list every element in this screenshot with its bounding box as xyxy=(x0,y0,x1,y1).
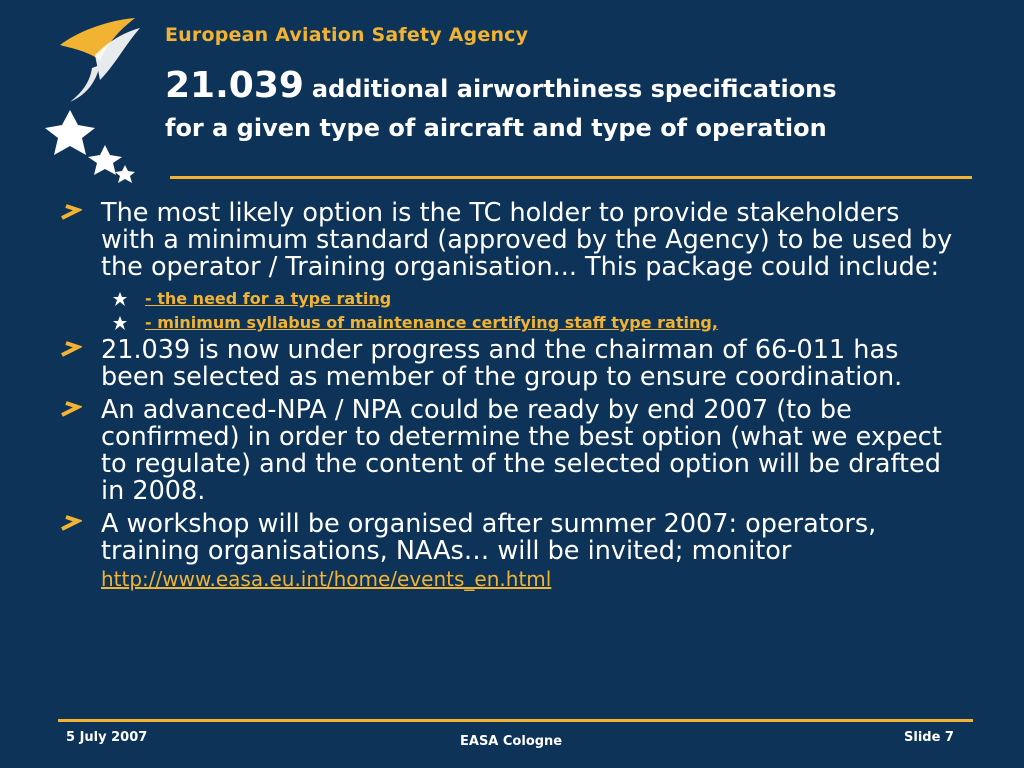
organization-name: European Aviation Safety Agency xyxy=(165,24,529,46)
bullet-text: 21.039 is now under progress and the chairman of 66-011 has been selected as member of the group to ensure coordination. xyxy=(101,335,903,392)
title-subtext: for a given type of aircraft and type of operation xyxy=(165,114,827,142)
footer-date: 5 July 2007 xyxy=(66,730,148,745)
chevron-bullet-icon xyxy=(60,341,82,357)
footer-location: EASA Cologne xyxy=(460,734,563,749)
events-link[interactable]: http://www.easa.eu.int/home/events_en.html xyxy=(101,567,552,591)
bullet-item xyxy=(60,511,960,593)
bullet-text: The most likely option is the TC holder to provide stakeholders with a minimum standard (approved by the Agency) to be used by the operator / Training organisation... This package could include: xyxy=(101,198,953,282)
title-number: 21.039 xyxy=(165,65,304,106)
bullet-item xyxy=(60,337,960,391)
bullet-item xyxy=(60,200,960,281)
chevron-bullet-icon xyxy=(60,204,82,220)
title-text: additional airworthiness specifications xyxy=(311,75,837,103)
star-bullet-icon xyxy=(113,292,127,306)
sub-bullet-link[interactable]: - the need for a type rating xyxy=(145,289,392,308)
sub-bullet-link[interactable]: - minimum syllabus of maintenance certifying staff type rating, xyxy=(145,313,718,332)
slide-number: Slide 7 xyxy=(904,730,954,745)
bullet-text: An advanced-NPA / NPA could be ready by end 2007 (to be confirmed) in order to determine the best option (what we expect to regulate) and the content of the selected option will be drafted in 2008. xyxy=(101,395,942,506)
slide-content xyxy=(60,200,960,599)
slide-title xyxy=(165,65,985,142)
chevron-bullet-icon xyxy=(60,515,82,531)
bullet-item xyxy=(60,397,960,505)
title-divider xyxy=(170,176,972,179)
sub-bullet-item xyxy=(60,311,960,335)
star-bullet-icon xyxy=(113,316,127,330)
footer-divider xyxy=(58,719,973,722)
chevron-bullet-icon xyxy=(60,401,82,417)
bullet-text: A workshop will be organised after summer 2007: operators, training organisations, NAAs… will be invited; monitor xyxy=(101,509,877,566)
sub-bullet-item xyxy=(60,287,960,311)
easa-logo xyxy=(40,10,160,185)
